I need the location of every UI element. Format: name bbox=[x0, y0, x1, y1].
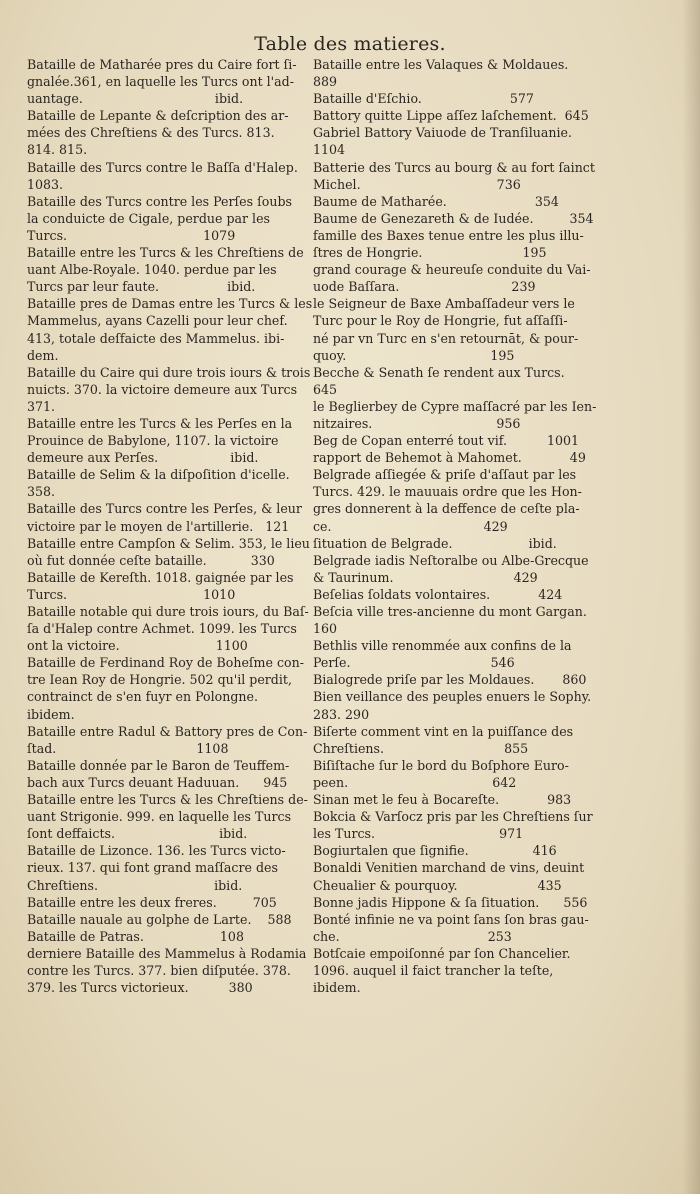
index-entry-line: Chreſtiens. 855 bbox=[313, 740, 529, 756]
index-entry-line: 645 bbox=[313, 381, 338, 397]
index-entry-line: uode Baſſara. 239 bbox=[313, 279, 536, 295]
index-entry-line: 371. bbox=[27, 398, 56, 414]
index-entry-line: Bataille de Patras. 108 bbox=[27, 928, 244, 944]
index-entry-line: Biſiſtache ſur le bord du Boſphore Euro- bbox=[313, 757, 569, 773]
index-entry-line: Bonté infinie ne va point ſans ſon bras gau- bbox=[313, 911, 589, 927]
index-entry-line: gres donnerent à la deffence de ceſte pla- bbox=[313, 501, 580, 517]
index-entry bbox=[313, 449, 590, 466]
page-gutter-shadow bbox=[682, 0, 700, 1194]
index-entry bbox=[313, 688, 590, 722]
index-entry-line: Chreſtiens. ibid. bbox=[27, 877, 243, 893]
index-entry-line: Bataille pres de Damas entre les Turcs & les bbox=[27, 296, 313, 312]
index-entry bbox=[27, 757, 307, 791]
index-entry-line: Bataille des Turcs contre les Perſes ſoubs bbox=[27, 193, 292, 209]
index-entry-line: ſont deffaicts. ibid. bbox=[27, 826, 248, 842]
index-entry-line: contrainct de s'en fuyr en Polongne. bbox=[27, 689, 258, 705]
index-entry bbox=[313, 791, 590, 808]
index-entry-line: Bataille des Turcs contre les Perſes, & leur bbox=[27, 501, 302, 517]
index-entry-line: Bokcia & Varſocz pris par les Chreſtiens ſur bbox=[313, 809, 593, 825]
index-entry bbox=[27, 415, 307, 466]
index-entry-line: Bataille entre les deux freres. 705 bbox=[27, 894, 277, 910]
index-entry-line: rapport de Behemot à Mahomet. 49 bbox=[313, 450, 586, 466]
index-entry bbox=[27, 535, 310, 569]
index-entry-line: gnalée.361, en laquelle les Turcs ont l'ad- bbox=[27, 74, 294, 90]
index-entry bbox=[313, 466, 590, 534]
index-entry bbox=[313, 945, 590, 996]
index-entry bbox=[27, 945, 307, 996]
index-entry-line: Bataille entre les Turcs & les Chreſtiens de bbox=[27, 245, 304, 261]
index-entry bbox=[27, 569, 307, 603]
index-entry bbox=[27, 928, 307, 945]
index-entry bbox=[313, 637, 590, 671]
index-entry bbox=[27, 107, 307, 158]
index-entry-line: Bethlis ville renommée aux confins de la bbox=[313, 638, 572, 654]
index-entry bbox=[27, 364, 311, 415]
index-entry-line: 1083. bbox=[27, 176, 64, 192]
index-entry-line: Sinan met le feu à Bocareſte. 983 bbox=[313, 792, 572, 808]
index-entry-line: où fut donnée ceſte bataille. 330 bbox=[27, 552, 275, 568]
index-entry bbox=[27, 723, 307, 757]
index-entry-line: Bataille entre les Turcs & les Chreſtiens de- bbox=[27, 792, 308, 808]
index-entry bbox=[27, 911, 307, 928]
index-entry-line: Beſelias ſoldats volontaires. 424 bbox=[313, 586, 563, 602]
index-entry bbox=[313, 586, 590, 603]
index-entry bbox=[27, 603, 307, 654]
index-entry-line: 283. 290 bbox=[313, 706, 370, 722]
index-entry bbox=[313, 808, 593, 842]
index-entry-line: demeure aux Perſes. ibid. bbox=[27, 450, 259, 466]
index-entry bbox=[313, 261, 590, 295]
index-entry bbox=[27, 791, 307, 842]
index-entry bbox=[313, 671, 590, 688]
index-entry bbox=[313, 107, 590, 124]
index-entry-line: peen. 642 bbox=[313, 774, 517, 790]
index-entry-line: Bataille de Matharée pres du Caire fort ſi- bbox=[27, 57, 297, 72]
index-entry-line: Becche & Senath ſe rendent aux Turcs. bbox=[313, 364, 565, 380]
index-entry-line: Turcs. 1010 bbox=[27, 586, 236, 602]
index-entry-line: Bataille de Selim & la diſpoſition d'icelle. bbox=[27, 467, 290, 483]
index-entry-line: Belgrade iadis Neſtoralbe ou Albe-Grecque bbox=[313, 552, 589, 568]
index-entry bbox=[313, 842, 590, 859]
index-entry-line: le Seigneur de Baxe Ambaſſadeur vers le bbox=[313, 296, 575, 312]
index-entry-line: Mammelus, ayans Cazelli pour leur chef. bbox=[27, 313, 288, 329]
index-entry-line: 1104 bbox=[313, 142, 346, 158]
index-entry-line: le Beglierbey de Cypre maſſacré par les Ien- bbox=[313, 398, 597, 414]
index-entry-line: ibidem. bbox=[313, 980, 361, 996]
index-entry-line: Bonne jadis Hippone & ſa ſituation. 556 bbox=[313, 894, 588, 910]
index-entry bbox=[27, 159, 307, 193]
index-entry-line: Bataille entre les Turcs & les Perſes en la bbox=[27, 415, 293, 431]
index-entry-line: contre les Turcs. 377. bien diſputée. 378. bbox=[27, 962, 291, 978]
index-entry bbox=[313, 159, 595, 193]
index-entry-line: Batterie des Turcs au bourg & au fort ſainct bbox=[313, 159, 595, 175]
index-entry-line: uantage. ibid. bbox=[27, 91, 244, 107]
index-entry-line: Bataille notable qui dure trois iours, du Baſ- bbox=[27, 604, 309, 619]
index-entry-line: Bataille entre Campſon & Selim. 353, le lieu bbox=[27, 535, 310, 551]
index-entry-line: Battory quitte Lippe aſſez laſchement. 645 bbox=[313, 108, 589, 124]
index-entry bbox=[27, 244, 307, 295]
index-entry-line: nuicts. 370. la victoire demeure aux Turcs bbox=[27, 381, 298, 397]
index-entry-line: ibidem. bbox=[27, 706, 75, 722]
index-entry-line: Baume de Matharée. 354 bbox=[313, 193, 559, 209]
index-entry-line: Bataille de Lizonce. 136. les Turcs victo- bbox=[27, 843, 286, 859]
index-entry-line: Bataille entre les Valaques & Moldaues. bbox=[313, 57, 569, 72]
index-entry-line: Beſcia ville tres-ancienne du mont Gargan. bbox=[313, 604, 587, 619]
index-entry bbox=[313, 295, 590, 363]
index-entry-line: Turcs par leur faute. ibid. bbox=[27, 279, 256, 295]
index-entry-line: Bataille de Ferdinand Roy de Boheſme con- bbox=[27, 655, 304, 671]
index-entry-line: Bataille nauale au golphe de Larte. 588 bbox=[27, 911, 292, 927]
index-entry-line: la conduicte de Cigale, perdue par les bbox=[27, 210, 270, 226]
index-entry-line: nitzaires. 956 bbox=[313, 415, 521, 431]
index-entry bbox=[313, 603, 590, 637]
index-entry-line: Prouince de Babylone, 1107. la victoire bbox=[27, 433, 279, 449]
index-entry-line: Bataille donnée par le Baron de Teuffem- bbox=[27, 757, 290, 773]
index-entry-line: victoire par le moyen de l'artillerie. 121 bbox=[27, 518, 290, 534]
index-entry-line: Bataille du Caire qui dure trois iours & trois bbox=[27, 364, 311, 380]
index-entry-line: 413, totale deſfaicte des Mammelus. ibi- bbox=[27, 330, 285, 346]
index-entry bbox=[27, 500, 307, 534]
index-entry-line: Turc pour le Roy de Hongrie, fut aſſaſſi- bbox=[313, 313, 568, 329]
index-column-left bbox=[27, 56, 313, 996]
index-entry bbox=[313, 859, 590, 893]
index-entry bbox=[27, 654, 307, 722]
index-entry bbox=[27, 295, 313, 363]
index-entry bbox=[313, 364, 590, 398]
index-entry-line: Michel. 736 bbox=[313, 176, 521, 192]
index-entry-line: 1096. auquel il faict trancher la teſte, bbox=[313, 962, 554, 978]
index-entry-line: bach aux Turcs deuant Haduuan. 945 bbox=[27, 774, 288, 790]
index-entry-line: Belgrade aſſiegée & priſe d'aſſaut par les bbox=[313, 467, 577, 483]
index-entry-line: Bataille de Kereſth. 1018. gaignée par les bbox=[27, 569, 294, 585]
index-entry-line: 379. les Turcs victorieux. 380 bbox=[27, 980, 253, 996]
index-entry bbox=[313, 193, 590, 210]
index-entry-line: uant Strigonie. 999. en laquelle les Turcs bbox=[27, 809, 292, 825]
index-entry-line: Bialogrede priſe par les Moldaues. 860 bbox=[313, 672, 587, 688]
index-entry bbox=[27, 842, 307, 893]
index-entry-line: mées des Chreſtiens & des Turcs. 813. bbox=[27, 125, 275, 141]
index-column-right bbox=[313, 56, 597, 996]
index-entry bbox=[27, 193, 307, 244]
index-entry-line: Bataille d'Eſchio. 577 bbox=[313, 91, 534, 107]
index-entry bbox=[313, 894, 590, 911]
index-entry-line: Bataille de Lepante & deſcription des ar- bbox=[27, 108, 289, 124]
index-entry bbox=[313, 227, 590, 261]
index-entry bbox=[27, 894, 307, 911]
index-entry-line: quoy. 195 bbox=[313, 347, 515, 363]
index-entry-line: ſa d'Halep contre Achmet. 1099. les Turcs bbox=[27, 621, 297, 637]
index-entry-line: Bataille entre Radul & Battory pres de Con- bbox=[27, 723, 308, 739]
index-entry-line: 889 bbox=[313, 74, 338, 90]
index-entry-line: ce. 429 bbox=[313, 518, 508, 534]
index-entry-line: Bataille des Turcs contre le Baſſa d'Halep. bbox=[27, 159, 298, 175]
index-entry-line: né par vn Turc en s'en retournāt, & pour- bbox=[313, 330, 579, 346]
index-entry-line: Perſe. 546 bbox=[313, 655, 515, 671]
index-entry bbox=[313, 90, 590, 107]
index-entry-line: ſituation de Belgrade. ibid. bbox=[313, 535, 557, 551]
index-entry bbox=[313, 535, 590, 552]
index-entry-line: 160 bbox=[313, 621, 338, 637]
index-entry-line: Cheualier & pourquoy. 435 bbox=[313, 877, 562, 893]
index-entry-line: rieux. 137. qui font grand maſſacre des bbox=[27, 860, 278, 876]
index-entry-line: Beg de Copan enterré tout vif. 1001 bbox=[313, 433, 580, 449]
index-entry-line: ſtres de Hongrie. 195 bbox=[313, 245, 547, 261]
index-entry bbox=[27, 466, 307, 500]
index-entry-line: ſtad. 1108 bbox=[27, 740, 229, 756]
index-entry-line: & Taurinum. 429 bbox=[313, 569, 538, 585]
page-title: Table des matieres. bbox=[254, 33, 446, 55]
index-entry-line: 814. 815. bbox=[27, 142, 88, 158]
index-entry-line: Turcs. 1079 bbox=[27, 227, 236, 243]
index-entry bbox=[313, 210, 594, 227]
index-entry-line: ont la victoire. 1100 bbox=[27, 638, 248, 654]
index-entry-line: Baume de Genezareth & de Iudée. 354 bbox=[313, 210, 594, 226]
index-entry-line: Biſerte comment vint en la puiſſance des bbox=[313, 723, 574, 739]
index-entry bbox=[313, 432, 590, 449]
index-entry-line: Gabriel Battory Vaiuode de Tranſiluanie. bbox=[313, 125, 572, 141]
index-entry-line: tre Iean Roy de Hongrie. 502 qu'il perdit, bbox=[27, 672, 292, 688]
index-entry-line: Bien veillance des peuples enuers le Sophy. bbox=[313, 689, 592, 705]
index-entry-line: 358. bbox=[27, 484, 56, 500]
index-entry-line: famille des Baxes tenue entre les plus illu- bbox=[313, 227, 584, 243]
index-entry-line: che. 253 bbox=[313, 928, 512, 944]
index-entry bbox=[27, 56, 307, 107]
index-entry bbox=[313, 911, 590, 945]
index-entry-line: les Turcs. 971 bbox=[313, 826, 524, 842]
index-entry bbox=[313, 398, 597, 432]
index-entry-line: Bonaldi Venitien marchand de vins, deuint bbox=[313, 860, 585, 876]
index-entry bbox=[313, 56, 590, 90]
index-entry bbox=[313, 757, 590, 791]
index-entry-line: uant Albe-Royale. 1040. perdue par les bbox=[27, 262, 277, 278]
index-entry-line: grand courage & heureuſe conduite du Vai- bbox=[313, 262, 591, 278]
index-entry bbox=[313, 124, 590, 158]
index-entry-line: dem. bbox=[27, 347, 59, 363]
index-entry-line: Turcs. 429. le mauuais ordre que les Hon- bbox=[313, 484, 582, 500]
index-entry-line: derniere Bataille des Mammelus à Rodamia bbox=[27, 945, 307, 961]
index-entry bbox=[313, 552, 590, 586]
index-entry-line: Botſcaie empoiſonné par ſon Chancelier. bbox=[313, 945, 571, 961]
index-entry-line: Bogiurtalen que ſignifie. 416 bbox=[313, 843, 557, 859]
index-entry bbox=[313, 723, 590, 757]
